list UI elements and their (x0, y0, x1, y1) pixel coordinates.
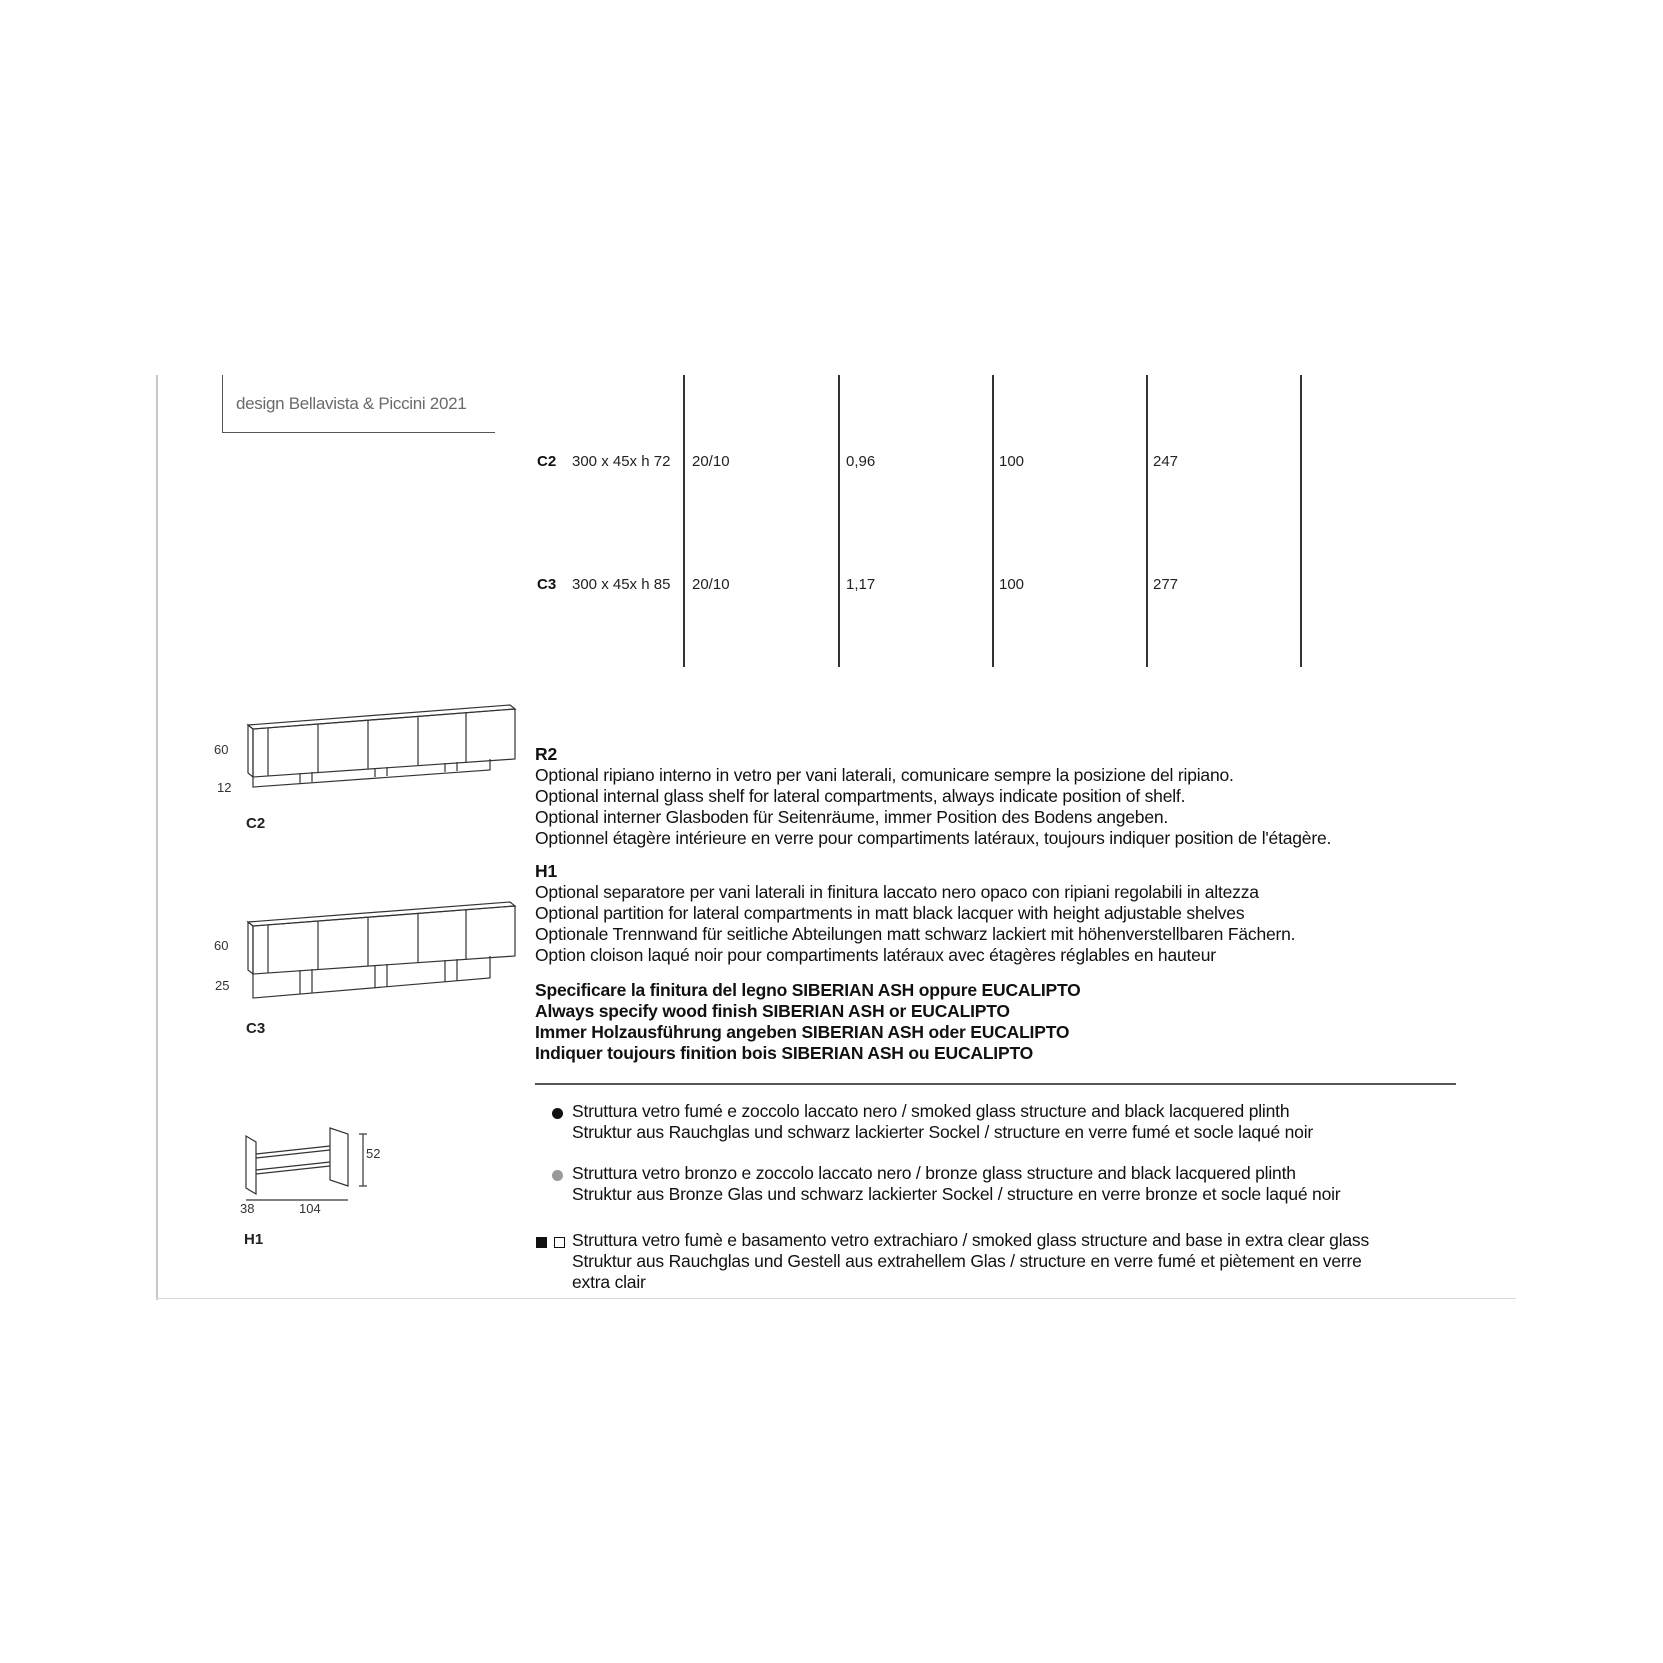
c3-label: C3 (246, 1020, 266, 1037)
h1-description (535, 861, 1295, 966)
row-cell: 1,17 (846, 576, 876, 593)
option-extra-clear-glass (572, 1230, 1369, 1293)
row-code: C3 (537, 576, 557, 593)
grey-dot-marker (552, 1170, 563, 1181)
black-dot-marker (552, 1108, 563, 1119)
r2-description (535, 744, 1331, 849)
option-line: Struktur aus Rauchglas und Gestell aus extrahellem Glas / structure en verre fumé et piètement en verre (572, 1251, 1362, 1271)
table-column-rule (1146, 375, 1148, 667)
table-column-rule (992, 375, 994, 667)
h1-line: Optional partition for lateral compartments in matt black lacquer with height adjustable shelves (535, 903, 1245, 923)
h1-label: H1 (244, 1231, 264, 1248)
h1-dim-depth: 38 (240, 1201, 255, 1216)
h1-heading: H1 (535, 861, 557, 881)
row-code: C2 (537, 453, 557, 470)
h1-line: Optional separatore per vani laterali in finitura laccato nero opaco con ripiani regolabili in altezza (535, 882, 1259, 902)
section-divider (535, 1083, 1456, 1085)
c3-dim-bottom: 25 (215, 978, 230, 993)
h1-line: Option cloison laqué noir pour compartiments latéraux avec étagères réglables en hauteur (535, 945, 1216, 965)
r2-line: Optionnel étagère intérieure en verre pour compartiments latéraux, toujours indiquer position de l'étagère. (535, 828, 1332, 848)
empty-square-marker (554, 1237, 565, 1248)
option-line: Struktur aus Rauchglas und schwarz lackierter Sockel / structure en verre fumé et socle laqué noir (572, 1122, 1314, 1142)
wood-note-line: Specificare la finitura del legno SIBERIAN ASH oppure EUCALIPTO (535, 980, 1081, 1000)
c2-dim-top: 60 (214, 742, 229, 757)
h1-dim-width: 104 (299, 1201, 321, 1216)
r2-line: Optional interner Glasboden für Seitenräume, immer Position des Bodens angeben. (535, 807, 1169, 827)
filled-square-marker (536, 1237, 547, 1248)
option-line: extra clair (572, 1272, 646, 1292)
row-cell: 100 (999, 576, 1025, 593)
r2-line: Optional internal glass shelf for lateral compartments, always indicate position of shelf. (535, 786, 1186, 806)
design-credit: design Bellavista & Piccini 2021 (236, 394, 467, 413)
wood-note-line: Immer Holzausführung angeben SIBERIAN ASH oder EUCALIPTO (535, 1022, 1070, 1042)
frame-left-rule (156, 375, 158, 1300)
option-bronze-glass (572, 1163, 1340, 1205)
row-cell: 20/10 (692, 576, 730, 593)
option-line: Struttura vetro fumè e basamento vetro extrachiaro / smoked glass structure and base in extra clear glass (572, 1230, 1370, 1250)
r2-line: Optional ripiano interno in vetro per vani laterali, comunicare sempre la posizione del ripiano. (535, 765, 1234, 785)
table-column-rule (1300, 375, 1302, 667)
row-size: 300 x 45x h 85 (572, 576, 671, 593)
option-line: Struttura vetro fumé e zoccolo laccato nero / smoked glass structure and black lacquered plinth (572, 1101, 1290, 1121)
row-cell: 0,96 (846, 453, 876, 470)
row-size: 300 x 45x h 72 (572, 453, 671, 470)
r2-heading: R2 (535, 744, 557, 764)
h1-line: Optionale Trennwand für seitliche Abteilungen matt schwarz lackiert mit höhenverstellbaren Fächern. (535, 924, 1296, 944)
row-cell: 277 (1153, 576, 1179, 593)
row-cell: 20/10 (692, 453, 730, 470)
c3-dim-top: 60 (214, 938, 229, 953)
table-column-rule (683, 375, 685, 667)
c2-dim-bottom: 12 (217, 780, 232, 795)
wood-note-line: Indiquer toujours finition bois SIBERIAN ASH ou EUCALIPTO (535, 1043, 1034, 1063)
row-cell: 247 (1153, 453, 1179, 470)
c2-label: C2 (246, 815, 266, 832)
wood-note-line: Always specify wood finish SIBERIAN ASH or EUCALIPTO (535, 1001, 1010, 1021)
row-cell: 100 (999, 453, 1025, 470)
c3-sideboard-drawing (240, 892, 520, 1007)
table-column-rule (838, 375, 840, 667)
option-smoked-glass (572, 1101, 1313, 1143)
c2-sideboard-drawing (240, 695, 520, 795)
wood-finish-note (535, 980, 1081, 1064)
h1-dim-height: 52 (366, 1146, 381, 1161)
option-line: Struktur aus Bronze Glas und schwarz lackierter Sockel / structure en verre bronze et socle laqué noir (572, 1184, 1341, 1204)
h1-partition-drawing (238, 1122, 388, 1202)
option-line: Struttura vetro bronzo e zoccolo laccato nero / bronze glass structure and black lacquered plinth (572, 1163, 1296, 1183)
frame-bottom-rule (156, 1298, 1516, 1299)
